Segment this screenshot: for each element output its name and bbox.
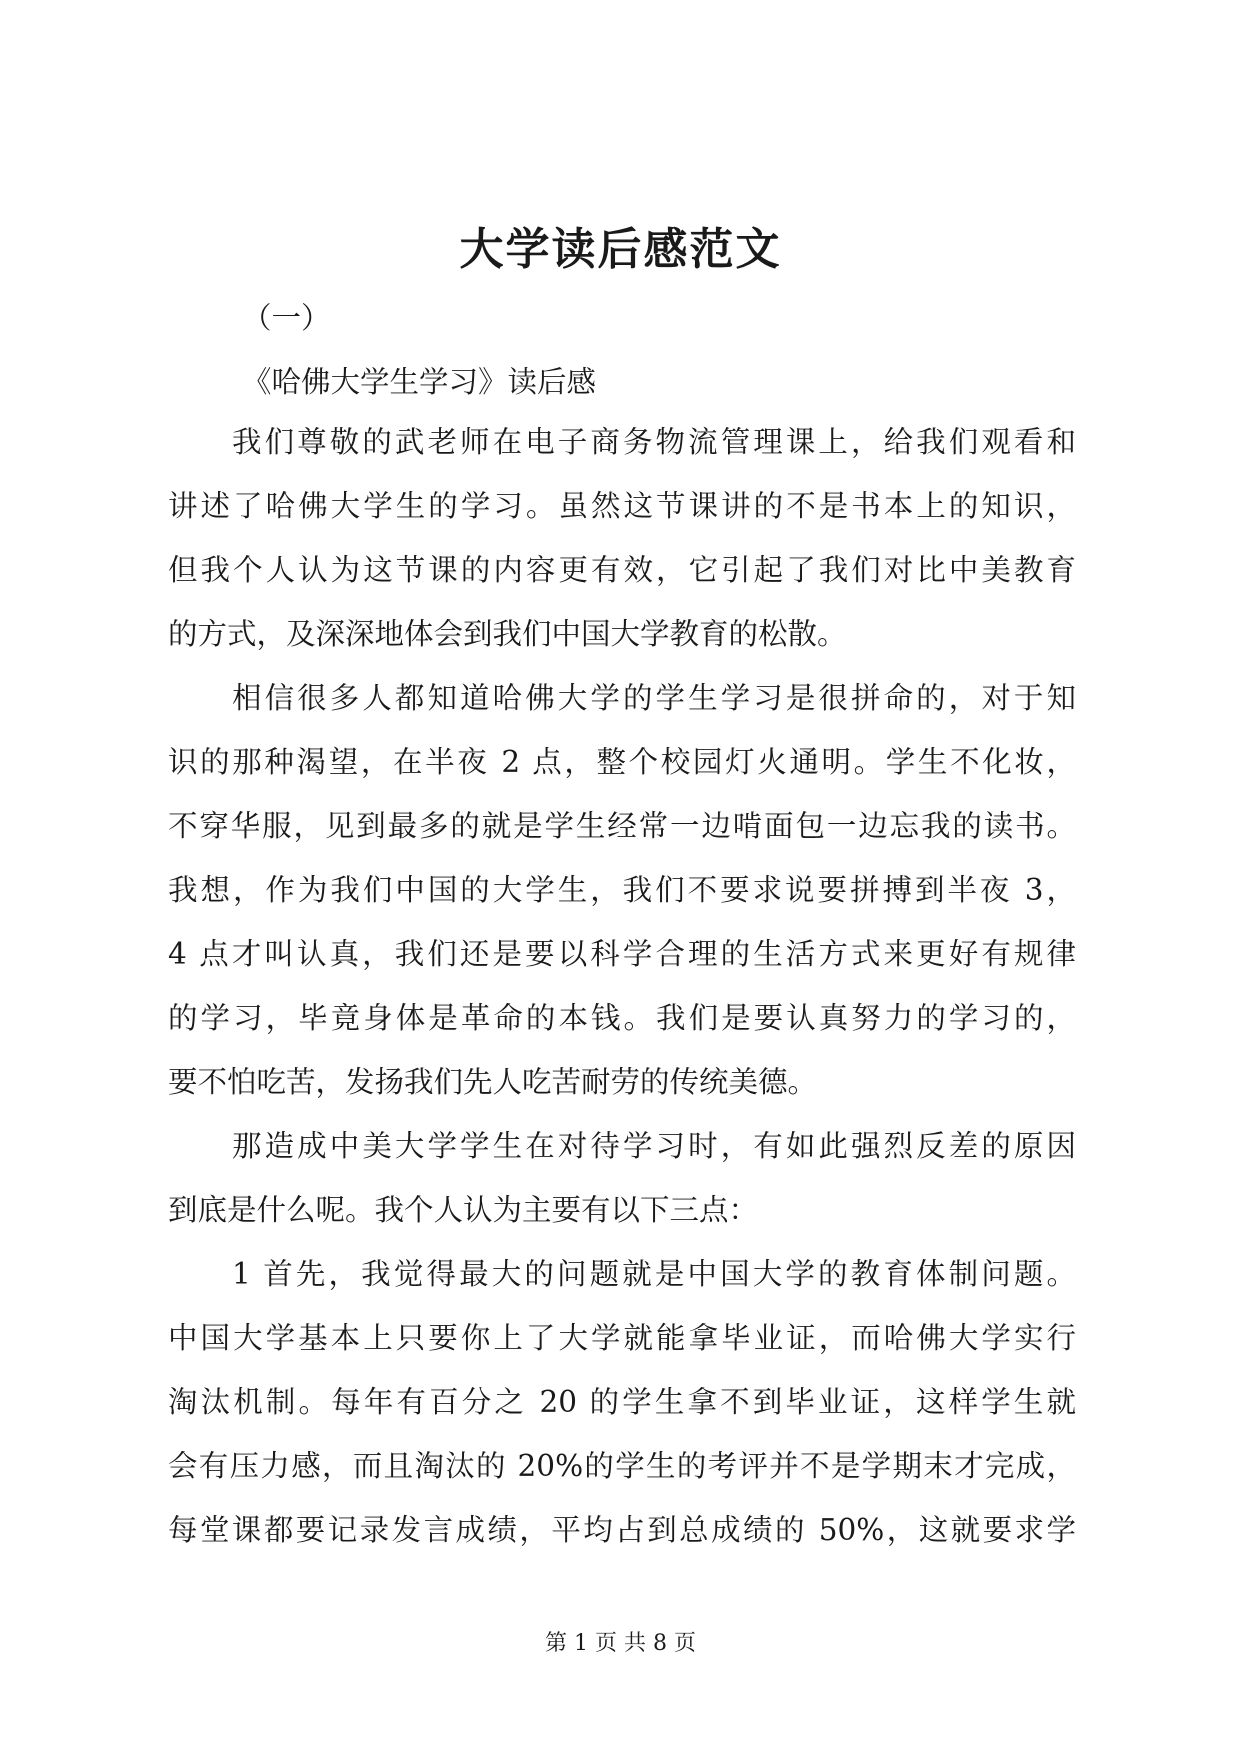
document-title: 大学读后感范文 [459, 224, 782, 275]
paragraph-line: 识的那种渴望，在半夜 2 点，整个校园灯火通明。学生不化妆， [168, 745, 1076, 779]
paragraph-line: 1 首先，我觉得最大的问题就是中国大学的教育体制问题。 [232, 1257, 1076, 1291]
paragraph-line: 每堂课都要记录发言成绩，平均占到总成绩的 50%，这就要求学 [168, 1513, 1076, 1547]
page-number-footer: 第 1 页 共 8 页 [545, 1631, 696, 1656]
paragraph-line: 但我个人认为这节课的内容更有效，它引起了我们对比中美教育 [168, 553, 1076, 587]
paragraph-line: 中国大学基本上只要你上了大学就能拿毕业证，而哈佛大学实行 [168, 1321, 1076, 1355]
paragraph-line: 我想，作为我们中国的大学生，我们不要求说要拼搏到半夜 3， [168, 873, 1076, 907]
paragraph-line: 那造成中美大学学生在对待学习时，有如此强烈反差的原因 [232, 1129, 1076, 1163]
paragraph-line: 讲述了哈佛大学生的学习。虽然这节课讲的不是书本上的知识， [168, 489, 1076, 523]
paragraph-line: 的学习，毕竟身体是革命的本钱。我们是要认真努力的学习的， [168, 1001, 1076, 1035]
paragraph-line: 的方式，及深深地体会到我们中国大学教育的松散。 [168, 617, 847, 651]
paragraph-line: 我们尊敬的武老师在电子商务物流管理课上，给我们观看和 [232, 425, 1076, 459]
paragraph-line: 要不怕吃苦，发扬我们先人吃苦耐劳的传统美德。 [168, 1065, 818, 1099]
sub-heading: 《哈佛大学生学习》读后感 [242, 365, 597, 399]
paragraph-line: 到底是什么呢。我个人认为主要有以下三点： [168, 1193, 759, 1227]
paragraph-line: 淘汰机制。每年有百分之 20 的学生拿不到毕业证，这样学生就 [168, 1385, 1076, 1419]
paragraph-line: 4 点才叫认真，我们还是要以科学合理的生活方式来更好有规律 [168, 937, 1076, 971]
paragraph-line: 不穿华服，见到最多的就是学生经常一边啃面包一边忘我的读书。 [168, 809, 1076, 843]
paragraph-line: 相信很多人都知道哈佛大学的学生学习是很拼命的，对于知 [232, 681, 1076, 715]
paragraph-line: 会有压力感，而且淘汰的 20%的学生的考评并不是学期末才完成， [168, 1449, 1076, 1483]
section-marker: （一） [242, 301, 331, 335]
